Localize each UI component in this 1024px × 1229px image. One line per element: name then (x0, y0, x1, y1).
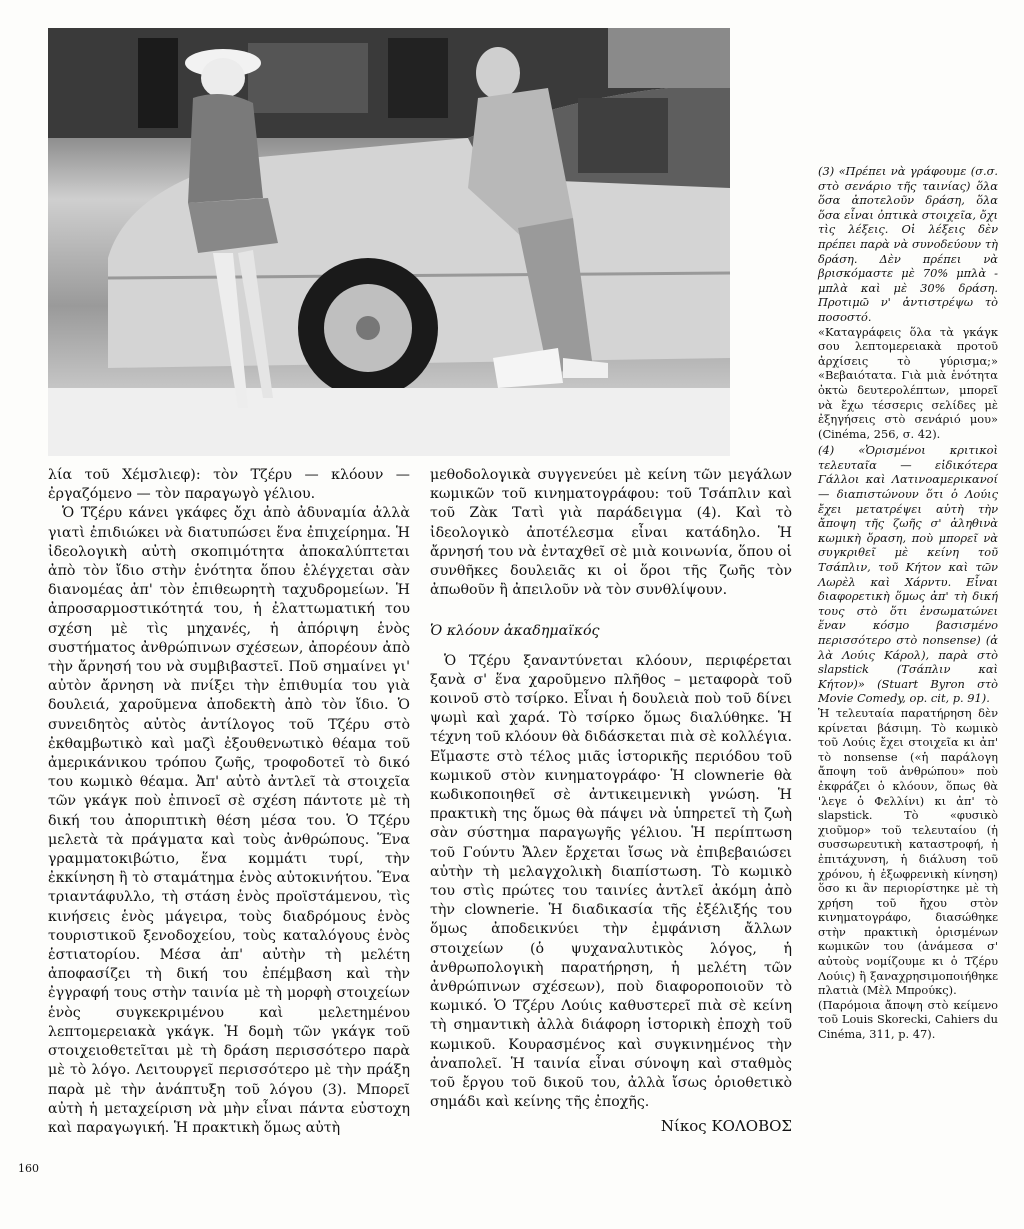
author-signature: Νίκος ΚΟΛΟΒΟΣ (660, 1116, 792, 1135)
page-number: 160 (18, 1162, 39, 1175)
col1-paragraph-2: Ὁ Τζέρυ κάνει γκάφες ὄχι ἀπὸ ἀδυναμία ἀλλὰ γιατὶ ἐπιδιώκει νὰ διατυπώσει ἕνα ἐπιχείρημα. Ἡ ἰδεολογικὴ αὐτὴ σκοπιμότητα ἀποκαλύπτεται ἀπὸ τὸν ἴδιο στὴν ἑνότητα ὅπου ἐλέγχεται σὰν διανομέας ἀπ' τὸν ἐπιθεωρητὴ ταχυδρομείων. Ἡ ἀπροσαρμοστικότητά του, ἡ ἐλαττωματική του σχέση μὲ τὶς μηχανές, ἡ ἀπόριψη ἑνὸς συστήματος ἀνθρώπινων σχέσεων, ἀπορέουν ἀπὸ τὴν ἄρνησή του νὰ συμβιβαστεῖ. Ποῦ σημαίνει γι' αὐτὸν ἄρνηση νὰ πνίξει τὴν ἐπιθυμία του γιὰ δουλειά, χαροῦμενα ἀποδεκτὴ ἀπὸ τὸν ἴδιο. Ὁ συνειδητὸς αὐτὸς ἀντίλογος τοῦ Τζέρυ στὸ ἐκθαμβωτικὸ καὶ μαζὶ ἐξουθενωτικὸ θέαμα τοῦ ἀμερικάνικου τρόπου ζωῆς, τροφοδοτεῖ τὸ δικό του κωμικὸ θέαμα. Ἀπ' αὐτὸ ἀντλεῖ τὰ στοιχεῖα τῶν γκάγκ ποὺ ἐπινοεῖ σὲ σχέση πάντοτε μὲ τὴ δική του ἀποριπτικὴ θέση μέσα του. Ὁ Τζέρυ μελετὰ τὰ πράγματα καὶ τοὺς ἀνθρώπους. Ἕνα γραμματοκιβώτιο, ἕνα κομμάτι τυρί, τὴν ἐκκίνηση ἢ τὸ σταμάτημα ἑνὸς αὐτοκινήτου. Ἕνα τριαντάφυλλο, τὴ στάση ἑνὸς προϊστάμενου, τὶς κινήσεις ἑνὸς μάγειρα, τοὺς διαδρόμους ἑνὸς τουριστικοῦ ξενοδοχείου, τοὺς καταλόγους ἑνὸς ἑστιατορίου. Μέσα ἀπ' αὐτὴν τὴ μελέτη ἀποφασίζει τὴ δική του ἐπέμβαση καὶ τὴν ἐγγραφή τους στὴν ταινία μὲ τὴ μορφὴ στοιχείων ἑνὸς συγκεκριμένου καὶ μελετημένου λεπτομερειακὰ γκάγκ. Ἡ δομὴ τῶν γκάγκ τοῦ στοιχειοθετεῖται μὲ τὴ δράση περισσότερο παρὰ μὲ τὸ λόγο. Λειτουργεῖ περισσότερο μὲ τὴν πράξη παρὰ μὲ τὴν ἀνάπτυξη τοῦ λόγου (3). Μπορεῖ αὐτὴ ἡ μεταχείριση νὰ μὴν εἶναι πάντα εὐστοχη καὶ παραγωγική. Ἡ πρακτικὴ ὅμως αὐτὴ (48, 505, 410, 1136)
col1-paragraph-1: λία τοῦ Χέμσλιεφ): τὸν Τζέρυ — κλόουν — ἐργαζόμενο — τὸν παραγωγὸ γέλιου. (48, 467, 410, 503)
article-column-left (48, 466, 410, 1138)
footnote-4a: (4) «Ὁρισμένοι κριτικοὶ τελευταῖα — εἰδικότερα Γάλλοι καὶ Λατινοαμερικανοί — διαπιστώνουν ὅτι ὁ Λούις ἔχει μετατρέψει αὐτὴ τὴν ἄποψη τῆς ζωῆς σ' ἀληθινὰ κωμικὴ ὅραση, ποὺ μπορεῖ νὰ συγκριθεῖ μὲ κείνη τοῦ Τσάπλιν, τοῦ Κήτον καὶ τῶν Λωρὲλ καὶ Χάρντυ. Εἶναι διαφορετικὴ ὅμως ἀπ' τὴ δική τους στὸ ὅτι ἐνσωματώνει ἕναν κόσμο βασισμένο περισσότερο στὸ nonsense) (ἀ λὰ Λούις Κάρολ), παρὰ στὸ slapstick (Τσάπλιν καὶ Κήτον)» (Stuart Byron στὸ Movie Comedy, op. cit, p. 91). (818, 443, 998, 706)
footnote-3a: (3) «Πρέπει νὰ γράφουμε (σ.σ. στὸ σενάριο τῆς ταινίας) ὅλα ὅσα ἀποτελοῦν δράση, ὅλα ὅσα εἶναι ὀπτικὰ στοιχεῖα, ὄχι τὶς λέξεις. Οἱ λέξεις δὲν πρέπει παρὰ νὰ συνοδεύουν τὴ δράση. Δὲν πρέπει νὰ βρισκόμαστε μὲ 70% μπλὰ - μπλὰ καὶ μὲ 30% δράση. Προτιμῶ ν' ἀντιστρέψω τὸ ποσοστό. (818, 164, 998, 324)
footnote-3b: «Καταγράφεις ὅλα τὰ γκάγκ σου λεπτομερειακὰ προτοῦ ἀρχίσεις τὸ γύρισμα;» «Βεβαιότατα. Γιὰ μιὰ ἑνότητα ὀκτὼ δευτερολέπτων, μπορεῖ νὰ ἔχω τέσσερις σελίδες μὲ ἐξηγήσεις στὸ σενάριό μου» (Cinéma, 256, σ. 42). (818, 324, 998, 441)
col2-paragraph-2: Ὁ Τζέρυ ξαναντύνεται κλόουν, περιφέρεται ξανὰ σ' ἕνα χαροῦμενο πλῆθος – μεταφορὰ τοῦ κοινοῦ στὸ τσίρκο. Εἶναι ἡ δουλειὰ ποὺ τοῦ δίνει ψωμὶ καὶ χαρά. Τὸ τσίρκο ὅμως διαλύθηκε. Ἡ τέχνη τοῦ κλόουν θὰ διδάσκεται πιὰ σὲ κολλέγια. Εἴμαστε στὸ τέλος μιᾶς ἱστορικῆς περιόδου τοῦ κωμικοῦ στὸν κινηματογράφο· Ἡ clownerie θὰ κωδικοποιηθεῖ σὲ ἀντικειμενικὴ γνώση. Ἡ πρακτικὴ της ὅμως θὰ πάψει νὰ ὑπηρετεῖ τὴ ζωὴ σὰν σύστημα παραγωγῆς γέλιου. Ἡ περίπτωση τοῦ Γούντυ Ἄλεν ἔρχεται ἴσως νὰ ἐπιβεβαιώσει αὐτὴν τὴ μελαγχολικὴ διαπίστωση. Τὸ κωμικὸ του στὶς πρώτες του ταινίες ἀντλεῖ ἀκόμη ἀπὸ τὴν clownerie. Ἡ διαδικασία τῆς ἐξέλιξής του ὅμως ἀποδεικνύει τὴν ἐμφάνιση ἄλλων στοιχείων (ὁ ψυχαναλυτικὸς λόγος, ἡ ἀνθρωπολογικὴ παρατήρηση, ἡ μελέτη τῶν ἀνθρώπινων σχέσεων), ποὺ διαφοροποιοῦν τὸ κωμικό. Ὁ Τζέρυ Λούις καθυστερεῖ πιὰ σὲ κείνη τὴ σημαντικὴ ἀλλὰ διάφορη ἱστορικὴ ἐποχὴ τοῦ κωμικοῦ. Κουρασμένος καὶ συγκινημένος τὴν ἀναπολεῖ. Ἡ ταινία εἶναι σύνοψη καὶ σταθμὸς τοῦ ἔργου τοῦ δικοῦ του, ἀλλὰ ἴσως ὁριοθετικὸ σημάδι καὶ κείνης τῆς ἐποχῆς. (430, 652, 792, 1111)
photo-illustration (48, 28, 730, 456)
film-still-photo (48, 28, 730, 456)
section-subheading: Ὁ κλόουν ἀκαδημαϊκός (430, 623, 600, 640)
footnote-4c: (Παρόμοια ἄποψη στὸ κείμενο τοῦ Louis Skorecki, Cahiers du Cinéma, 311, p. 47). (818, 997, 998, 1042)
footnote-4b: Ἡ τελευταία παρατήρηση δὲν κρίνεται βάσιμη. Τὸ κωμικὸ τοῦ Λούις ἔχει στοιχεῖα κι ἀπ' τὸ nonsense («ἡ παράλογη ἄποψη τοῦ ἀνθρώπου» ποὺ ἐκφράζει ὁ κλόουν, ὅπως θὰ 'λεγε ὁ Φελλίνι) κι ἀπ' τὸ slapstick. Τὸ «φυσικὸ χιοῦμορ» τοῦ τελευταίου (ἡ συσσωρευτικὴ καταστροφή, ἡ ἐπιτάχυνση, ἡ διάλυση τοῦ χρόνου, ἡ ἐξωφρενικὴ κίνηση) ὅσο κι ἂν περιορίστηκε μὲ τὴ χρήση τοῦ ἤχου στὸν κινηματογράφο, διασώθηκε στὴν πρακτικὴ ὁρισμένων κωμικῶν του (ἀνάμεσα σ' αὐτοὺς νομίζουμε κι ὁ Τζέρυ Λούις) ἢ ξαναχρησιμοποιήθηκε πλατιὰ (Μὲλ Μπρούκς). (818, 705, 998, 998)
article-column-right (430, 466, 792, 1136)
col2-paragraph-1: μεθοδολογικὰ συγγενεύει μὲ κείνη τῶν μεγάλων κωμικῶν τοῦ κινηματογράφου: τοῦ Τσάπλιν καὶ τοῦ Ζὰκ Τατὶ γιὰ παράδειγμα (4). Καὶ τὸ ἰδεολογικὸ ἀποτέλεσμα εἶναι κατάδηλο. Ἡ ἄρνησή του νὰ ἐνταχθεῖ σὲ μιὰ κοινωνία, ὅπου οἱ συνθῆκες δουλειᾶς κι οἱ ὅροι τῆς ζωῆς τὸν ἀπωθοῦν ἢ ἀπειλοῦν νὰ τὸν συνθλίψουν. (430, 467, 792, 599)
footnotes-column (818, 164, 998, 1042)
